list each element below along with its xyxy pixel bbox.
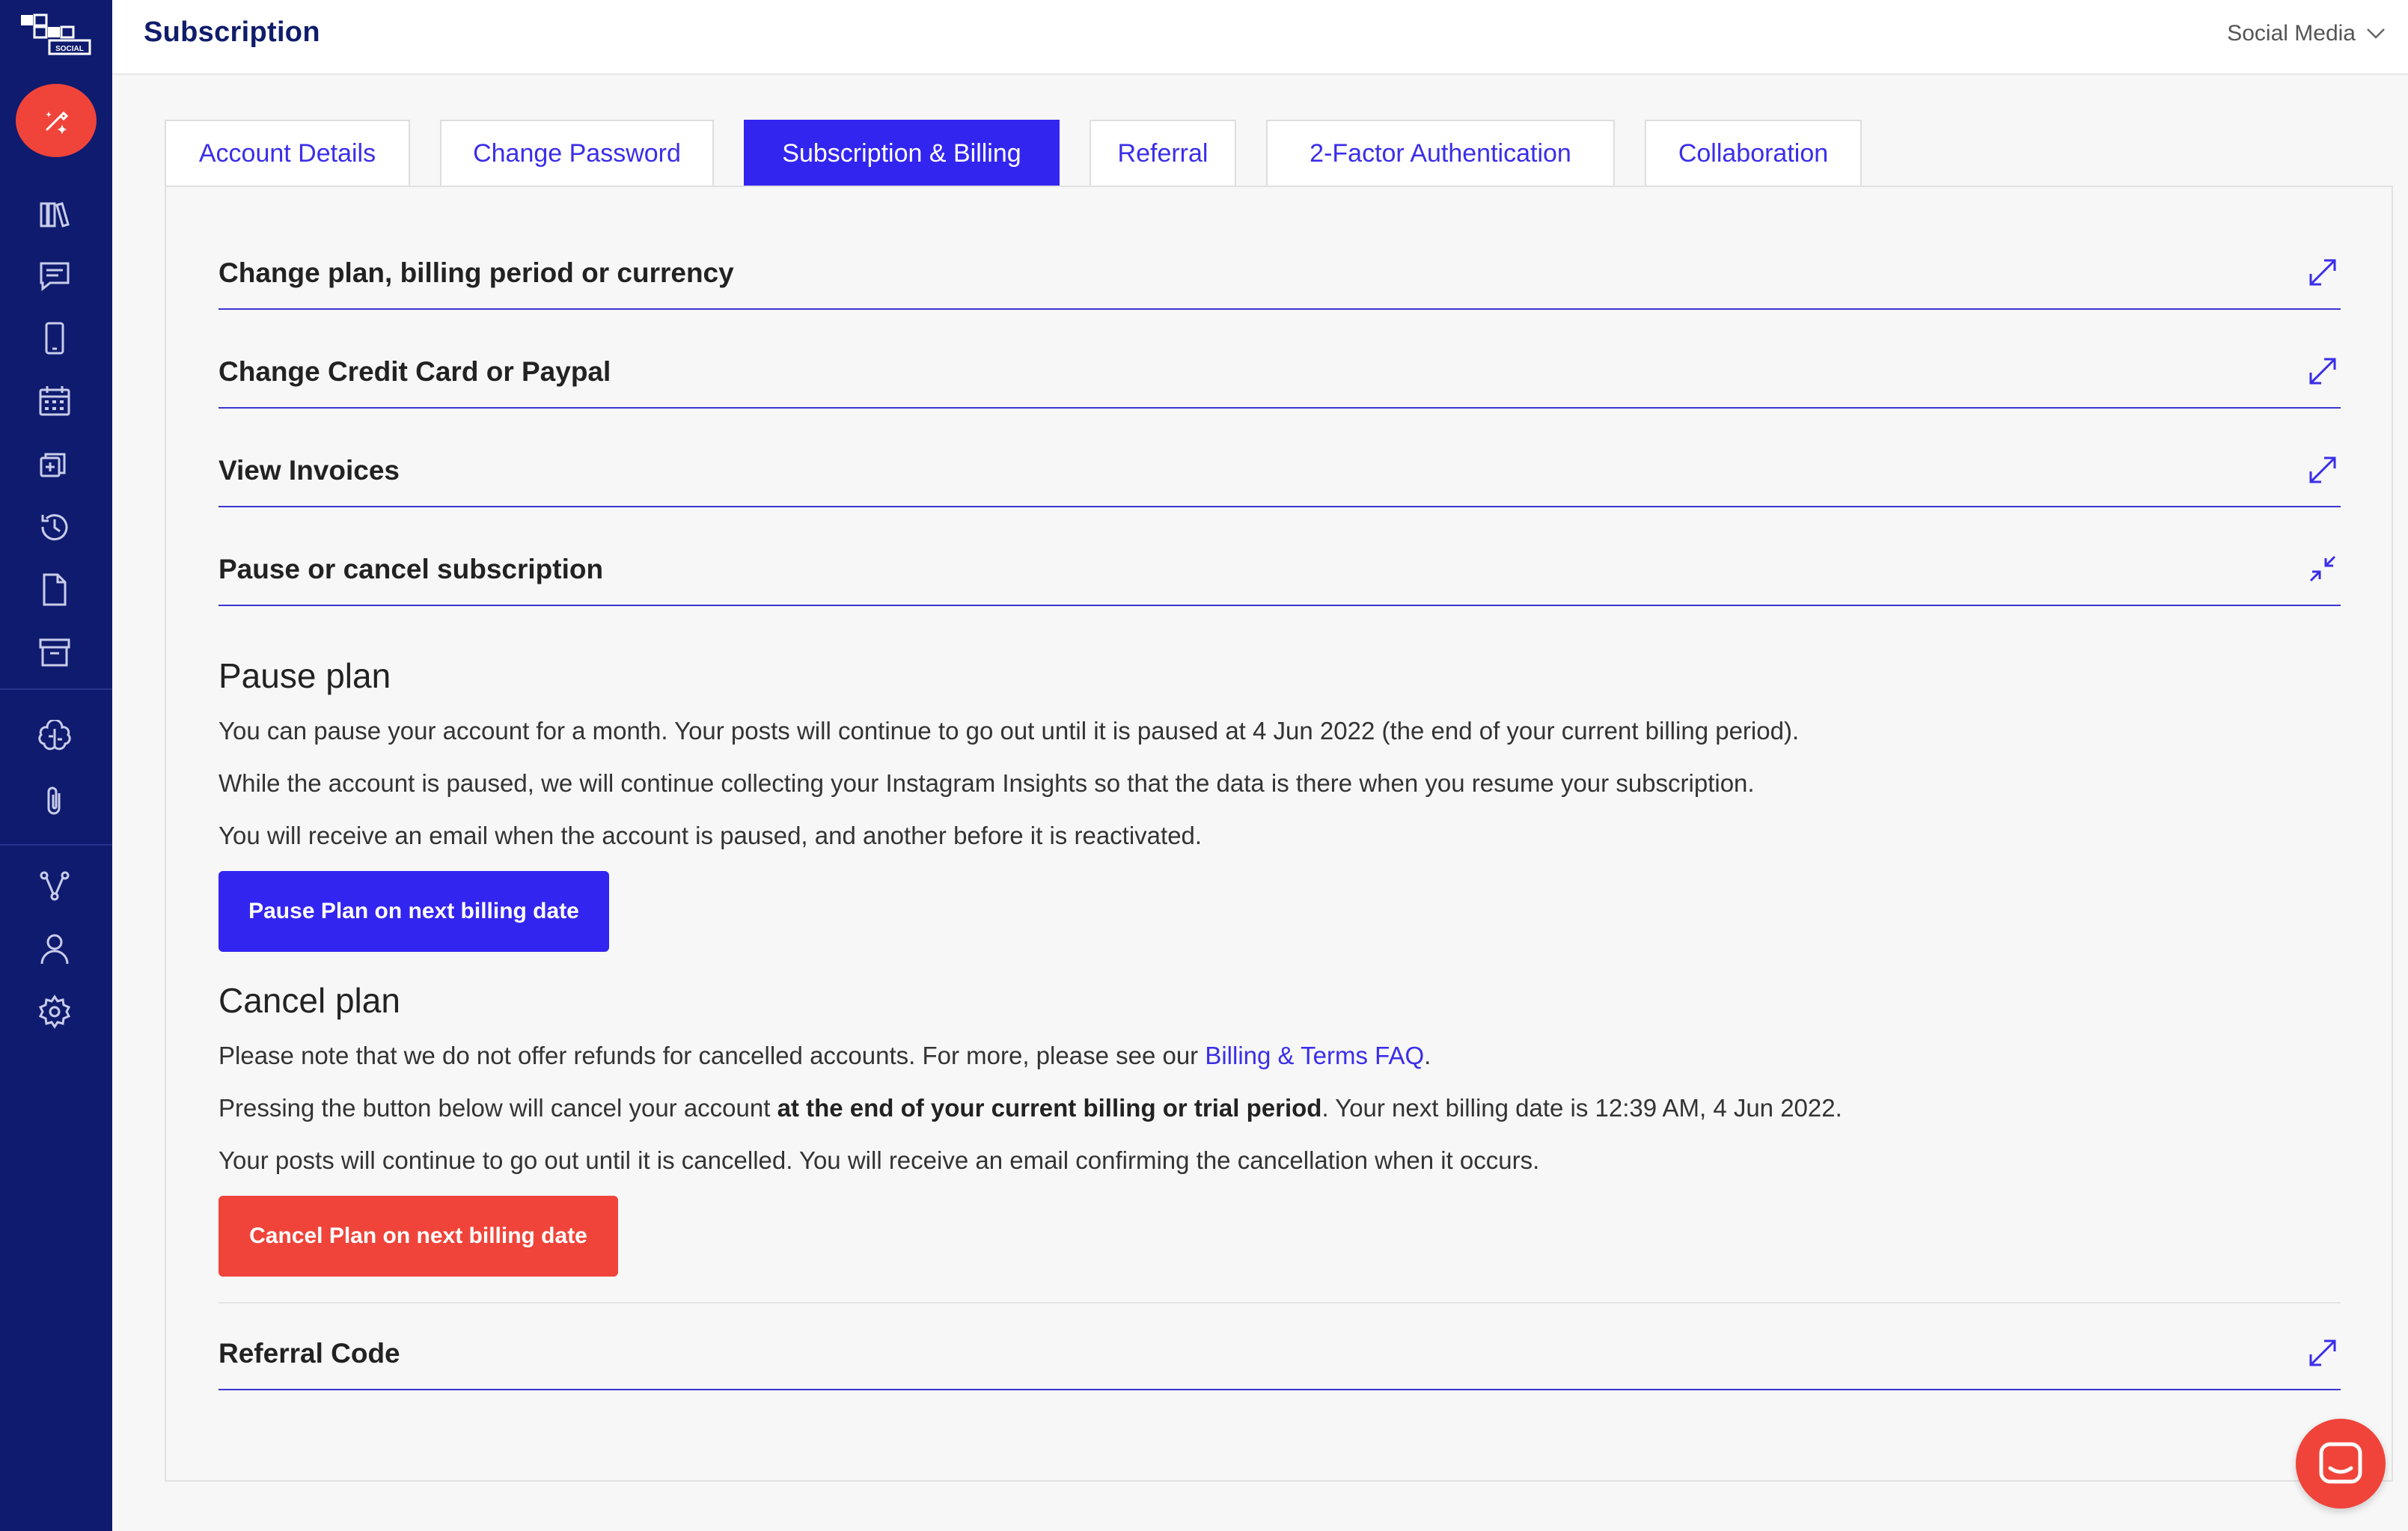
workspace-label: Social Media [2227,21,2356,46]
billing-terms-faq-link[interactable]: Billing & Terms FAQ [1205,1042,1425,1069]
pause-text-2: While the account is paused, we will continue collecting your Instagram Insights so that the data is there when you resume your subscription. [219,769,1755,797]
section-divider [219,1302,2341,1304]
history-icon[interactable] [34,506,76,548]
tab-two-factor-authentication[interactable]: 2-Factor Authentication [1266,120,1615,186]
messages-icon[interactable] [34,254,76,296]
cancel-text-2-prefix: Pressing the button below will cancel your account [219,1094,777,1122]
cancel-plan-heading: Cancel plan [219,981,400,1020]
pause-plan-heading: Pause plan [219,656,391,695]
logo[interactable] [19,10,91,58]
tab-change-password[interactable]: Change Password [440,120,714,186]
accordion-title: Referral Code [219,1338,400,1369]
cancel-text-2-suffix: . Your next billing date is 12:39 AM, 4 Jun 2022. [1321,1094,1842,1122]
cancel-text-1 [219,1042,1431,1070]
chat-widget-button[interactable] [2296,1419,2386,1509]
pause-text-3: You will receive an email when the account is paused, and another before it is reactivated. [219,822,1203,849]
tab-account-details[interactable]: Account Details [165,120,410,186]
cancel-text-1-prefix: Please note that we do not offer refunds for cancelled accounts. For more, please see our [219,1042,1205,1069]
workflow-icon[interactable] [34,865,76,907]
tab-subscription-billing[interactable]: Subscription & Billing [744,120,1060,186]
page-title: Subscription [144,16,320,48]
accordion-title: Pause or cancel subscription [219,554,604,584]
accordion-title: Change plan, billing period or currency [219,257,734,288]
accordion-change-card[interactable] [219,353,2341,409]
collapse-icon[interactable] [2305,551,2341,587]
accordion-change-plan[interactable] [219,254,2341,310]
tab-referral[interactable]: Referral [1090,120,1236,186]
svg-text:SOCIAL: SOCIAL [55,45,84,53]
cancel-text-2-bold: at the end of your current billing or trial period [777,1094,1322,1122]
expand-icon[interactable] [2305,254,2341,290]
expand-icon[interactable] [2305,1335,2341,1371]
pause-text-1: You can pause your account for a month. Your posts will continue to go out until it is paused at 4 Jun 2022 (the end of your current billing period). [219,717,1800,745]
mobile-icon[interactable] [34,317,76,359]
settings-gear-icon[interactable] [34,991,76,1033]
pause-plan-button[interactable]: Pause Plan on next billing date [219,871,609,952]
cancel-plan-button[interactable]: Cancel Plan on next billing date [219,1196,618,1277]
accordion-view-invoices[interactable] [219,452,2341,507]
workspace-selector[interactable] [2227,21,2386,46]
compose-button[interactable] [16,84,97,157]
accordion-pause-cancel[interactable] [219,551,2341,606]
tab-collaboration[interactable]: Collaboration [1645,120,1862,186]
expand-icon[interactable] [2305,353,2341,389]
sidebar [0,0,112,1531]
magic-pen-icon [38,103,74,138]
sidebar-divider [0,844,112,846]
profile-icon[interactable] [34,928,76,970]
accordion-title: View Invoices [219,455,400,486]
sidebar-divider [0,688,112,690]
chat-icon [2317,1440,2365,1488]
accordion-referral-code[interactable] [219,1335,2341,1390]
chevron-down-icon [2366,28,2386,40]
attachment-icon[interactable] [34,780,76,822]
document-icon[interactable] [34,569,76,611]
accordion-title: Change Credit Card or Paypal [219,356,611,387]
cancel-text-2 [219,1094,1842,1122]
cancel-text-3: Your posts will continue to go out until it is cancelled. You will receive an email confirming the cancellation when it occurs. [219,1146,1540,1174]
expand-icon[interactable] [2305,452,2341,488]
subscription-panel [165,186,2393,1482]
analytics-brain-icon[interactable] [34,717,76,759]
library-icon[interactable] [34,193,76,235]
calendar-icon[interactable] [34,380,76,422]
archive-icon[interactable] [34,632,76,673]
queue-icon[interactable] [34,443,76,485]
cancel-text-1-suffix: . [1424,1042,1431,1069]
top-header [112,0,2408,75]
